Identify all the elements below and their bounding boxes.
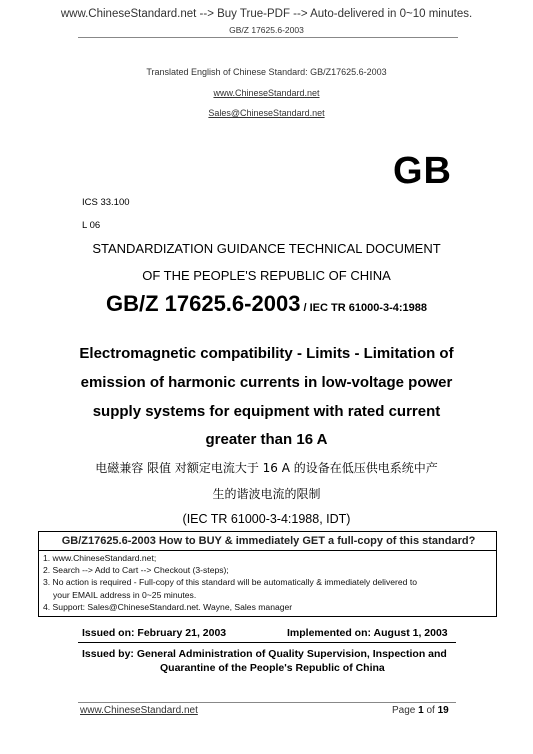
adoption-note: (IEC TR 61000-3-4:1988, IDT) xyxy=(182,512,351,526)
page-indicator xyxy=(392,705,449,716)
purchase-info-box xyxy=(38,531,497,617)
implemented-on-date: Implemented on: August 1, 2003 xyxy=(287,627,448,639)
purchase-step-4: 4. Support: Sales@ChineseStandard.net. Wayne, Sales manager xyxy=(43,601,293,612)
purchase-step-1[interactable]: 1. www.ChineseStandard.net; xyxy=(43,553,157,563)
issued-on-date: Issued on: February 21, 2003 xyxy=(82,627,227,639)
issuing-country: OF THE PEOPLE'S REPUBLIC OF CHINA xyxy=(142,268,391,283)
header-standard-code: GB/Z 17625.6-2003 xyxy=(229,25,304,35)
chinese-title-line-2: 生的谐波电流的限制 xyxy=(212,487,321,501)
english-title-line-3: supply systems for equipment with rated current xyxy=(92,403,441,420)
ics-code: ICS 33.100 xyxy=(82,197,130,208)
website-link[interactable]: www.ChineseStandard.net xyxy=(213,88,320,98)
english-title-line-1: Electromagnetic compatibility - Limits - Limitation of xyxy=(79,345,454,362)
ccs-code: L 06 xyxy=(82,220,101,231)
email-link[interactable]: Sales@ChineseStandard.net xyxy=(208,108,325,118)
footer-divider xyxy=(78,702,456,703)
purchase-step-2: 2. Search --> Add to Cart --> Checkout (3-steps); xyxy=(43,565,229,576)
document-type: STANDARDIZATION GUIDANCE TECHNICAL DOCUMENT xyxy=(92,241,441,256)
chinese-title-line-1: 电磁兼容 限值 对额定电流大于 16 A 的设备在低压供电系统中产 xyxy=(95,461,438,475)
footer-website-link[interactable]: www.ChineseStandard.net xyxy=(80,705,198,716)
page-current: 1 xyxy=(418,705,424,716)
english-title-line-2: emission of harmonic currents in low-voltage power xyxy=(80,374,453,391)
translation-note: Translated English of Chinese Standard: GB/Z17625.6-2003 xyxy=(146,67,387,77)
standard-number: GB/Z 17625.6-2003 xyxy=(105,291,301,316)
purchase-steps-list xyxy=(43,552,417,613)
purchase-box-title: GB/Z17625.6-2003 How to BUY & immediately GET a full-copy of this standard? xyxy=(61,535,476,547)
header-divider xyxy=(78,37,458,38)
english-title-line-4: greater than 16 A xyxy=(205,431,328,448)
page-of-label: of xyxy=(423,705,438,716)
dates-divider xyxy=(78,642,456,643)
purchase-step-3: 3. No action is required - Full-copy of this standard will be automatically & immediately delivered to xyxy=(43,577,417,588)
purchase-step-3-continued: your EMAIL address in 0~25 minutes. xyxy=(53,589,197,600)
purchase-box-divider xyxy=(39,550,496,551)
gb-logo: GB xyxy=(393,150,452,192)
equivalent-standard: / IEC TR 61000-3-4:1988 xyxy=(300,302,428,314)
page-label: Page xyxy=(392,705,419,716)
page-total: 19 xyxy=(437,705,449,716)
top-banner: www.ChineseStandard.net --> Buy True-PDF --> Auto-delivered in 0~10 minutes. xyxy=(60,8,473,20)
issuer-line-1: Issued by: General Administration of Quality Supervision, Inspection and xyxy=(82,648,447,660)
standard-number-line xyxy=(0,291,533,317)
issuer-line-2: Quarantine of the People's Republic of China xyxy=(160,662,385,674)
